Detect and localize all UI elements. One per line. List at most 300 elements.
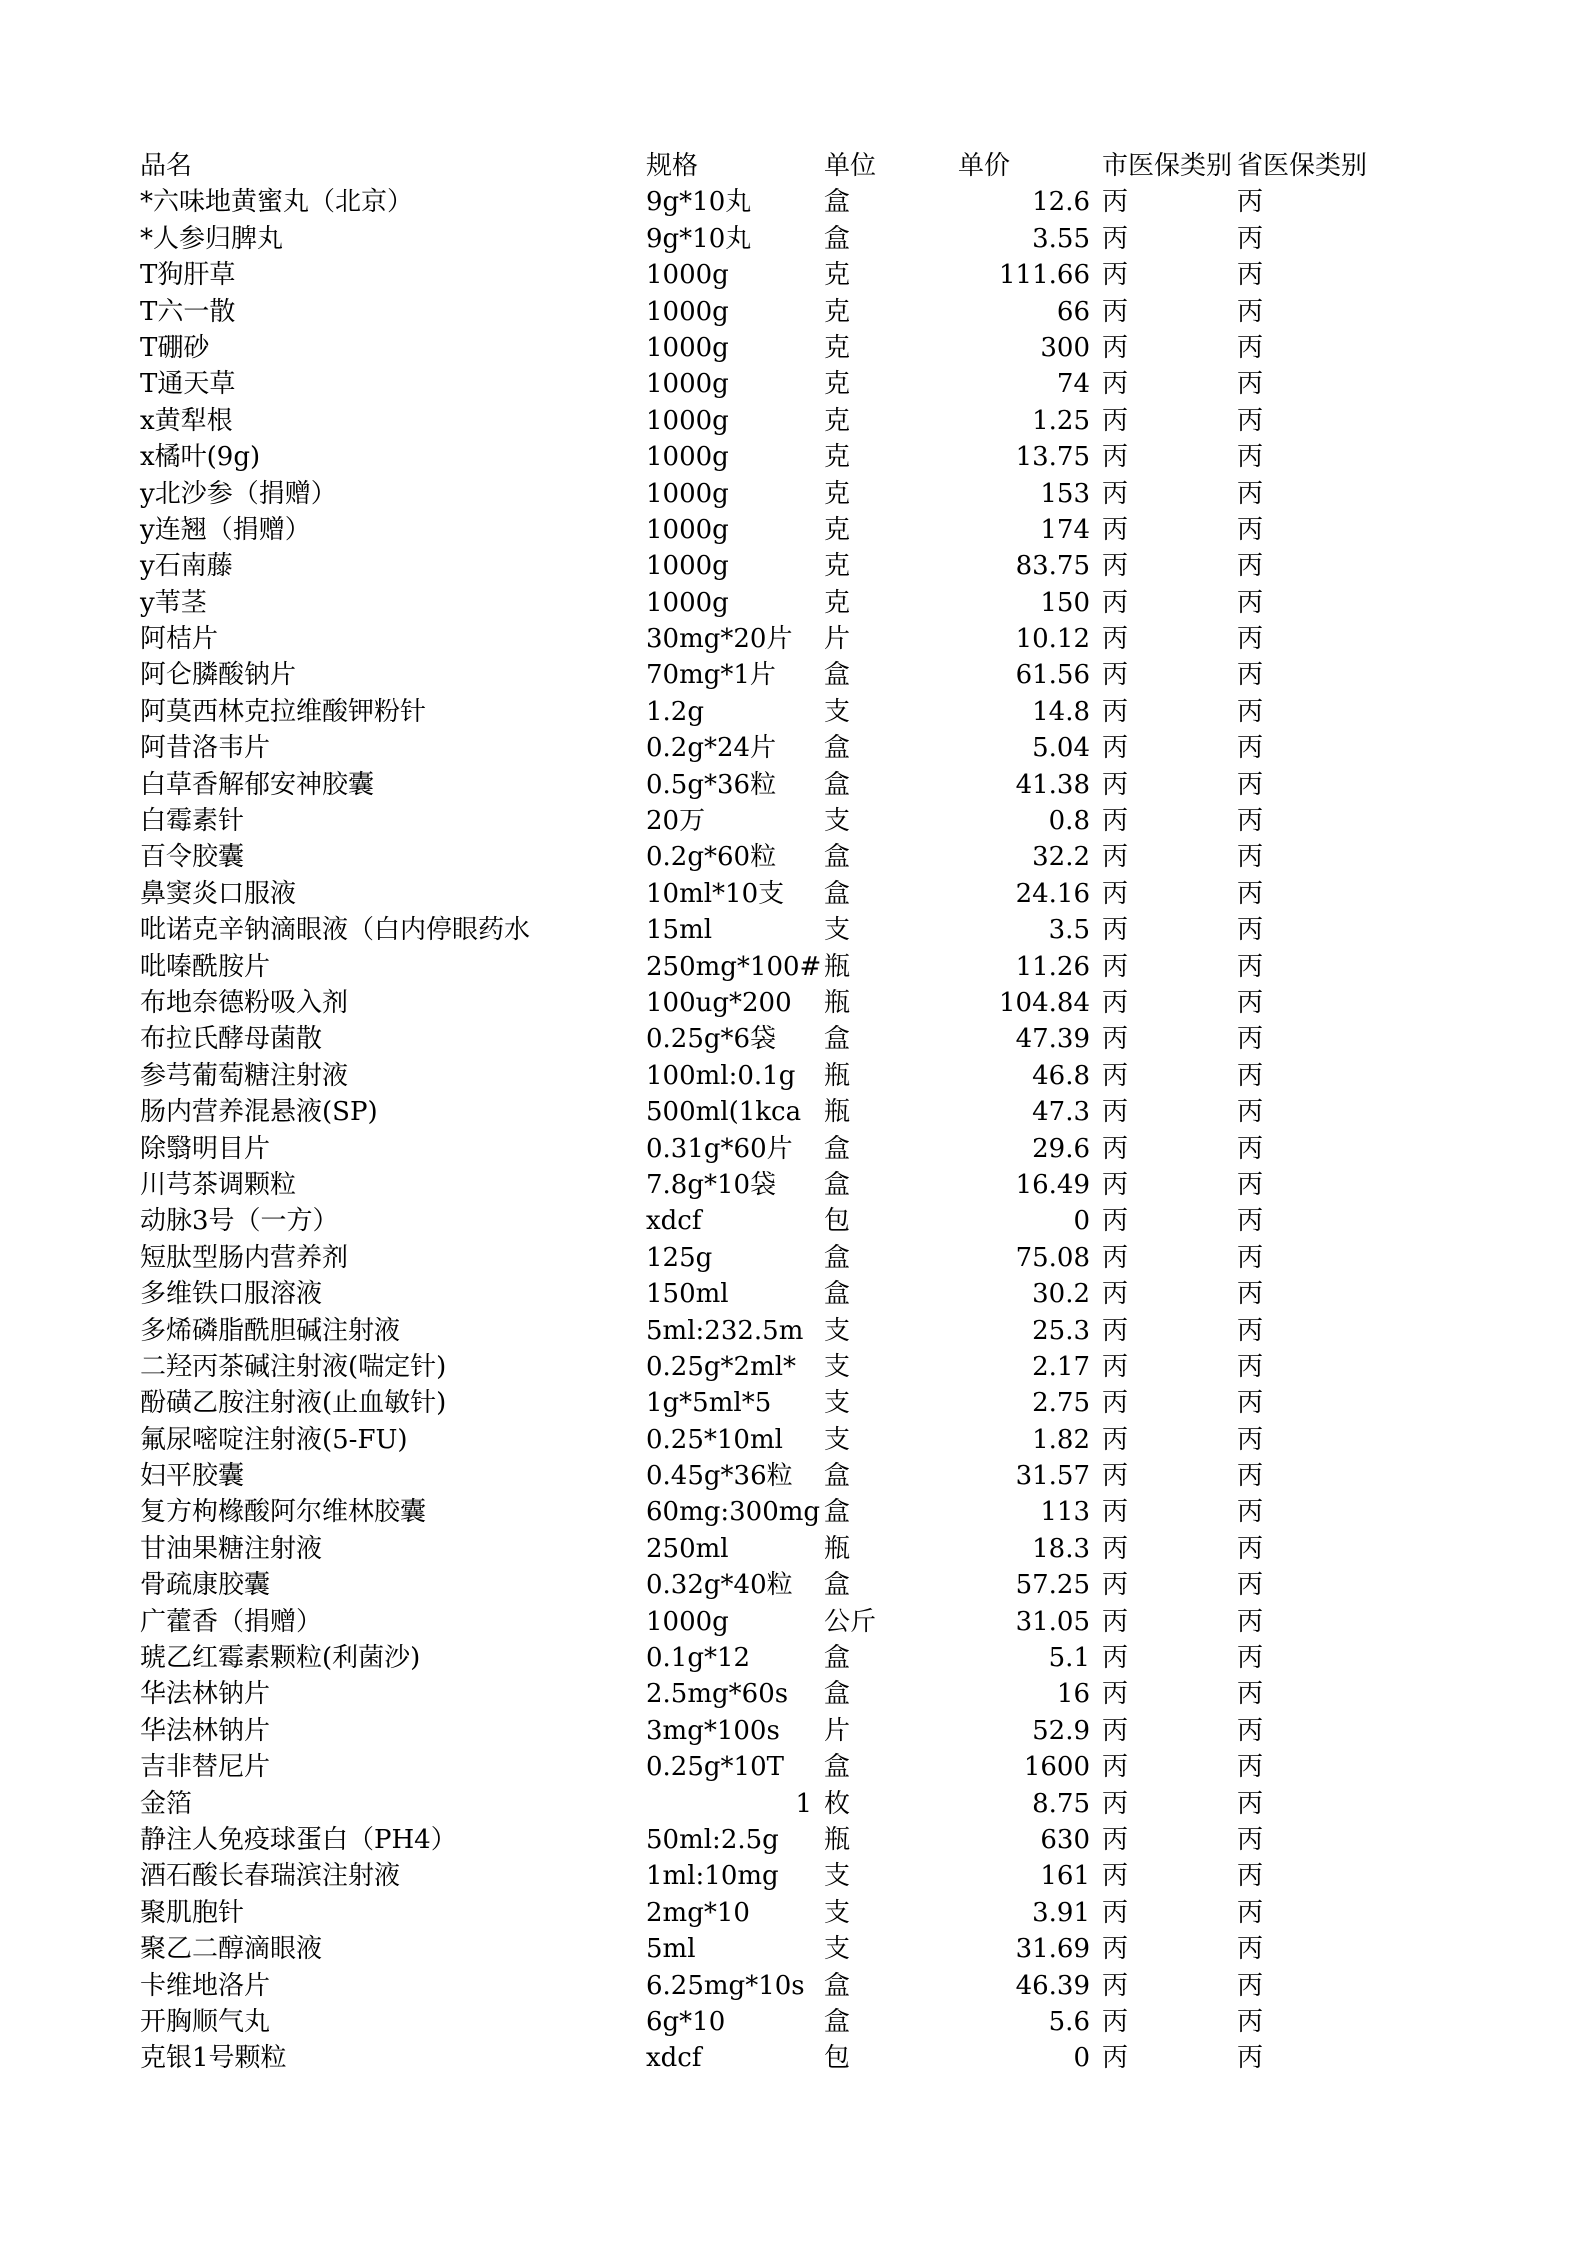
header-name: 品名 — [140, 151, 193, 181]
cell-spec: 9g*10丸 — [646, 187, 752, 218]
cell-unit: 克 — [824, 332, 851, 363]
header-price: 单价 — [958, 151, 1011, 181]
cell-price: 5.04 — [1032, 733, 1090, 764]
table-row — [0, 1822, 1587, 1858]
price-list-sheet — [0, 148, 1587, 2077]
table-row — [0, 1713, 1587, 1749]
cell-name: 白霉素针 — [140, 806, 245, 837]
cell-price: 113 — [1040, 1497, 1090, 1528]
cell-city-insurance: 丙 — [1102, 223, 1129, 254]
table-row — [0, 366, 1587, 402]
table-row — [0, 1240, 1587, 1276]
cell-city-insurance: 丙 — [1102, 478, 1129, 509]
cell-name: y苇茎 — [140, 587, 207, 618]
cell-name: 川芎茶调颗粒 — [140, 1169, 297, 1200]
cell-province-insurance: 丙 — [1237, 332, 1264, 363]
table-row — [0, 876, 1587, 912]
cell-city-insurance: 丙 — [1102, 1679, 1129, 1710]
cell-province-insurance: 丙 — [1237, 1570, 1264, 1601]
table-row — [0, 330, 1587, 366]
cell-price: 104.84 — [999, 987, 1090, 1018]
cell-unit: 支 — [824, 1424, 851, 1455]
cell-unit: 盒 — [824, 660, 851, 691]
cell-name: 吉非替尼片 — [140, 1752, 271, 1783]
cell-name: 华法林钠片 — [140, 1715, 271, 1746]
cell-price: 2.75 — [1032, 1388, 1090, 1419]
cell-name: 吡诺克辛钠滴眼液（白内停眼药水 — [140, 915, 531, 946]
cell-province-insurance: 丙 — [1237, 696, 1264, 727]
cell-unit: 盒 — [824, 1024, 851, 1055]
cell-price: 150 — [1040, 587, 1090, 618]
cell-unit: 克 — [824, 296, 851, 327]
cell-unit: 包 — [824, 1206, 851, 1237]
cell-price: 31.05 — [1015, 1606, 1090, 1637]
cell-name: 阿桔片 — [140, 624, 219, 655]
cell-name: 氟尿嘧啶注射液(5-FU) — [140, 1424, 408, 1455]
cell-name: 甘油果糖注射液 — [140, 1533, 323, 1564]
cell-price: 75.08 — [1015, 1242, 1090, 1273]
cell-city-insurance: 丙 — [1102, 951, 1129, 982]
cell-city-insurance: 丙 — [1102, 587, 1129, 618]
cell-price: 46.39 — [1015, 1970, 1090, 2001]
cell-city-insurance: 丙 — [1102, 551, 1129, 582]
table-row — [0, 1931, 1587, 1967]
cell-price: 29.6 — [1032, 1133, 1090, 1164]
cell-spec: 0.2g*24片 — [646, 733, 777, 764]
cell-unit: 盒 — [824, 223, 851, 254]
cell-province-insurance: 丙 — [1237, 1606, 1264, 1637]
cell-name: 除翳明目片 — [140, 1133, 271, 1164]
table-row — [0, 1676, 1587, 1712]
cell-name: T狗肝草 — [140, 260, 236, 291]
cell-province-insurance: 丙 — [1237, 1133, 1264, 1164]
cell-price: 52.9 — [1032, 1715, 1090, 1746]
table-row — [0, 1385, 1587, 1421]
cell-spec: 1000g — [646, 478, 729, 509]
cell-spec: 100ml:0.1g — [646, 1060, 796, 1091]
cell-name: 布地奈德粉吸入剂 — [140, 987, 349, 1018]
cell-city-insurance: 丙 — [1102, 514, 1129, 545]
cell-name: 肠内营养混悬液(SP) — [140, 1097, 378, 1128]
cell-province-insurance: 丙 — [1237, 1315, 1264, 1346]
cell-spec: 250mg*100# — [646, 951, 822, 982]
cell-price: 1600 — [1023, 1752, 1090, 1783]
cell-province-insurance: 丙 — [1237, 478, 1264, 509]
cell-unit: 克 — [824, 478, 851, 509]
cell-unit: 支 — [824, 1388, 851, 1419]
cell-name: 多烯磷脂酰胆碱注射液 — [140, 1315, 401, 1346]
header-unit: 单位 — [824, 151, 877, 181]
cell-name: 短肽型肠内营养剂 — [140, 1242, 349, 1273]
cell-province-insurance: 丙 — [1237, 769, 1264, 800]
cell-province-insurance: 丙 — [1237, 1351, 1264, 1382]
table-row — [0, 1094, 1587, 1130]
cell-city-insurance: 丙 — [1102, 1206, 1129, 1237]
cell-name: 克银1号颗粒 — [140, 2043, 287, 2074]
cell-city-insurance: 丙 — [1102, 2043, 1129, 2074]
cell-city-insurance: 丙 — [1102, 2006, 1129, 2037]
cell-unit: 盒 — [824, 1279, 851, 1310]
cell-name: x黄犁根 — [140, 405, 233, 436]
cell-spec: 100ug*200 — [646, 987, 792, 1018]
cell-province-insurance: 丙 — [1237, 1533, 1264, 1564]
table-row — [0, 1567, 1587, 1603]
cell-province-insurance: 丙 — [1237, 1024, 1264, 1055]
cell-unit: 盒 — [824, 1461, 851, 1492]
cell-spec: 50ml:2.5g — [646, 1824, 779, 1855]
cell-unit: 盒 — [824, 1242, 851, 1273]
cell-province-insurance: 丙 — [1237, 260, 1264, 291]
cell-price: 25.3 — [1032, 1315, 1090, 1346]
cell-price: 0.8 — [1048, 806, 1090, 837]
table-row — [0, 1131, 1587, 1167]
table-row — [0, 803, 1587, 839]
cell-price: 1.25 — [1032, 405, 1090, 436]
cell-name: 酚磺乙胺注射液(止血敏针) — [140, 1388, 447, 1419]
table-row — [0, 1203, 1587, 1239]
cell-price: 83.75 — [1015, 551, 1090, 582]
cell-name: T通天草 — [140, 369, 236, 400]
cell-name: 多维铁口服溶液 — [140, 1279, 323, 1310]
cell-unit: 盒 — [824, 842, 851, 873]
cell-unit: 盒 — [824, 1970, 851, 2001]
cell-unit: 克 — [824, 551, 851, 582]
cell-name: y石南藤 — [140, 551, 233, 582]
cell-province-insurance: 丙 — [1237, 587, 1264, 618]
cell-unit: 瓶 — [824, 951, 851, 982]
table-row — [0, 949, 1587, 985]
cell-unit: 支 — [824, 806, 851, 837]
table-row — [0, 1021, 1587, 1057]
cell-price: 161 — [1040, 1861, 1090, 1892]
cell-spec: 0.31g*60片 — [646, 1133, 793, 1164]
table-row — [0, 294, 1587, 330]
cell-city-insurance: 丙 — [1102, 733, 1129, 764]
cell-unit: 包 — [824, 2043, 851, 2074]
cell-name: *人参归脾丸 — [140, 223, 284, 254]
cell-city-insurance: 丙 — [1102, 1097, 1129, 1128]
cell-city-insurance: 丙 — [1102, 1279, 1129, 1310]
cell-city-insurance: 丙 — [1102, 1934, 1129, 1965]
table-row — [0, 221, 1587, 257]
cell-spec: 1000g — [646, 442, 729, 473]
cell-price: 30.2 — [1032, 1279, 1090, 1310]
table-row — [0, 2004, 1587, 2040]
cell-city-insurance: 丙 — [1102, 915, 1129, 946]
cell-price: 57.25 — [1015, 1570, 1090, 1601]
cell-spec: 0.5g*36粒 — [646, 769, 777, 800]
cell-name: y连翘（捐赠） — [140, 514, 311, 545]
cell-price: 47.39 — [1015, 1024, 1090, 1055]
cell-city-insurance: 丙 — [1102, 1424, 1129, 1455]
cell-price: 8.75 — [1032, 1788, 1090, 1819]
cell-city-insurance: 丙 — [1102, 1315, 1129, 1346]
cell-city-insurance: 丙 — [1102, 1461, 1129, 1492]
cell-province-insurance: 丙 — [1237, 1970, 1264, 2001]
table-row — [0, 1749, 1587, 1785]
cell-city-insurance: 丙 — [1102, 1060, 1129, 1091]
cell-unit: 盒 — [824, 769, 851, 800]
cell-spec: 5ml — [646, 1934, 696, 1965]
cell-spec: 500ml(1kca — [646, 1097, 802, 1128]
table-row — [0, 1968, 1587, 2004]
cell-unit: 瓶 — [824, 1533, 851, 1564]
cell-city-insurance: 丙 — [1102, 1388, 1129, 1419]
cell-price: 0 — [1073, 1206, 1090, 1237]
cell-spec: 0.25g*6袋 — [646, 1024, 777, 1055]
table-row — [0, 403, 1587, 439]
cell-province-insurance: 丙 — [1237, 1060, 1264, 1091]
cell-province-insurance: 丙 — [1237, 2006, 1264, 2037]
cell-price: 14.8 — [1032, 696, 1090, 727]
cell-province-insurance: 丙 — [1237, 369, 1264, 400]
cell-city-insurance: 丙 — [1102, 696, 1129, 727]
table-row — [0, 985, 1587, 1021]
cell-unit: 盒 — [824, 1570, 851, 1601]
cell-name: T硼砂 — [140, 332, 210, 363]
cell-spec: 60mg:300mg — [646, 1497, 821, 1528]
cell-name: 广藿香（捐赠） — [140, 1606, 323, 1637]
cell-price: 630 — [1040, 1824, 1090, 1855]
cell-name: 酒石酸长春瑞滨注射液 — [140, 1861, 401, 1892]
cell-name: 吡嗪酰胺片 — [140, 951, 271, 982]
cell-spec: 2mg*10 — [646, 1897, 750, 1928]
cell-city-insurance: 丙 — [1102, 660, 1129, 691]
cell-spec: 1000g — [646, 551, 729, 582]
cell-province-insurance: 丙 — [1237, 1679, 1264, 1710]
cell-name: 阿昔洛韦片 — [140, 733, 271, 764]
cell-province-insurance: 丙 — [1237, 296, 1264, 327]
cell-name: 布拉氏酵母菌散 — [140, 1024, 323, 1055]
cell-spec: 10ml*10支 — [646, 878, 785, 909]
cell-province-insurance: 丙 — [1237, 878, 1264, 909]
cell-spec: 0.25*10ml — [646, 1424, 783, 1455]
cell-city-insurance: 丙 — [1102, 1133, 1129, 1164]
table-row — [0, 257, 1587, 293]
cell-name: 华法林钠片 — [140, 1679, 271, 1710]
cell-province-insurance: 丙 — [1237, 223, 1264, 254]
table-row — [0, 1640, 1587, 1676]
cell-price: 10.12 — [1015, 624, 1090, 655]
cell-province-insurance: 丙 — [1237, 1861, 1264, 1892]
cell-unit: 瓶 — [824, 1097, 851, 1128]
table-row — [0, 621, 1587, 657]
cell-spec: 5ml:232.5m — [646, 1315, 804, 1346]
table-row — [0, 585, 1587, 621]
table-row — [0, 1313, 1587, 1349]
cell-spec: 1ml:10mg — [646, 1861, 779, 1892]
cell-name: 开胸顺气丸 — [140, 2006, 271, 2037]
table-row — [0, 548, 1587, 584]
cell-price: 32.2 — [1032, 842, 1090, 873]
cell-name: 动脉3号（一方） — [140, 1206, 339, 1237]
cell-price: 61.56 — [1015, 660, 1090, 691]
cell-unit: 盒 — [824, 187, 851, 218]
cell-price: 47.3 — [1032, 1097, 1090, 1128]
table-row — [0, 694, 1587, 730]
table-row — [0, 1858, 1587, 1894]
cell-unit: 支 — [824, 915, 851, 946]
cell-province-insurance: 丙 — [1237, 842, 1264, 873]
table-row — [0, 1786, 1587, 1822]
cell-unit: 克 — [824, 369, 851, 400]
cell-province-insurance: 丙 — [1237, 1388, 1264, 1419]
cell-province-insurance: 丙 — [1237, 1279, 1264, 1310]
cell-price: 16.49 — [1015, 1169, 1090, 1200]
cell-spec: 20万 — [646, 806, 706, 837]
cell-spec: 7.8g*10袋 — [646, 1169, 777, 1200]
cell-name: x橘叶(9g) — [140, 442, 261, 473]
table-row — [0, 1531, 1587, 1567]
cell-city-insurance: 丙 — [1102, 1897, 1129, 1928]
table-body — [0, 184, 1587, 2076]
table-row — [0, 839, 1587, 875]
cell-name: 阿仑膦酸钠片 — [140, 660, 297, 691]
table-row — [0, 1895, 1587, 1931]
cell-city-insurance: 丙 — [1102, 1788, 1129, 1819]
header-row — [0, 148, 1587, 184]
table-row — [0, 512, 1587, 548]
cell-price: 2.17 — [1032, 1351, 1090, 1382]
cell-province-insurance: 丙 — [1237, 187, 1264, 218]
cell-city-insurance: 丙 — [1102, 442, 1129, 473]
table-row — [0, 184, 1587, 220]
cell-city-insurance: 丙 — [1102, 1861, 1129, 1892]
cell-name: 白草香解郁安神胶囊 — [140, 769, 375, 800]
cell-city-insurance: 丙 — [1102, 806, 1129, 837]
cell-city-insurance: 丙 — [1102, 1242, 1129, 1273]
cell-name: 静注人免疫球蛋白（PH4） — [140, 1824, 457, 1855]
header-spec: 规格 — [646, 151, 699, 181]
cell-city-insurance: 丙 — [1102, 769, 1129, 800]
table-row — [0, 1458, 1587, 1494]
cell-name: 参芎葡萄糖注射液 — [140, 1060, 349, 1091]
cell-price: 18.3 — [1032, 1533, 1090, 1564]
cell-unit: 克 — [824, 405, 851, 436]
cell-province-insurance: 丙 — [1237, 1097, 1264, 1128]
cell-unit: 瓶 — [824, 1060, 851, 1091]
cell-price: 66 — [1056, 296, 1090, 327]
cell-spec: 1000g — [646, 405, 729, 436]
cell-unit: 支 — [824, 1861, 851, 1892]
table-row — [0, 476, 1587, 512]
cell-spec: 2.5mg*60s — [646, 1679, 789, 1710]
cell-province-insurance: 丙 — [1237, 1643, 1264, 1674]
cell-name: 鼻窦炎口服液 — [140, 878, 297, 909]
table-row — [0, 1422, 1587, 1458]
cell-province-insurance: 丙 — [1237, 1169, 1264, 1200]
cell-name: 阿莫西林克拉维酸钾粉针 — [140, 696, 427, 727]
cell-spec: 0.32g*40粒 — [646, 1570, 793, 1601]
cell-name: 妇平胶囊 — [140, 1461, 245, 1492]
cell-name: 百令胶囊 — [140, 842, 245, 873]
table-row — [0, 1494, 1587, 1530]
header-province-insurance: 省医保类别 — [1237, 151, 1368, 181]
cell-city-insurance: 丙 — [1102, 1643, 1129, 1674]
cell-province-insurance: 丙 — [1237, 624, 1264, 655]
cell-spec: xdcf — [646, 1206, 702, 1237]
cell-province-insurance: 丙 — [1237, 1715, 1264, 1746]
cell-spec: 0.1g*12 — [646, 1643, 751, 1674]
cell-province-insurance: 丙 — [1237, 1242, 1264, 1273]
cell-unit: 盒 — [824, 733, 851, 764]
cell-spec: 1000g — [646, 296, 729, 327]
cell-province-insurance: 丙 — [1237, 733, 1264, 764]
cell-unit: 盒 — [824, 1169, 851, 1200]
cell-unit: 支 — [824, 696, 851, 727]
cell-price: 111.66 — [999, 260, 1090, 291]
cell-province-insurance: 丙 — [1237, 1897, 1264, 1928]
cell-province-insurance: 丙 — [1237, 660, 1264, 691]
cell-city-insurance: 丙 — [1102, 1024, 1129, 1055]
cell-spec: 9g*10丸 — [646, 223, 752, 254]
cell-price: 13.75 — [1015, 442, 1090, 473]
cell-city-insurance: 丙 — [1102, 1570, 1129, 1601]
cell-unit: 克 — [824, 442, 851, 473]
cell-price: 1.82 — [1032, 1424, 1090, 1455]
cell-spec: 1000g — [646, 1606, 729, 1637]
cell-city-insurance: 丙 — [1102, 332, 1129, 363]
cell-province-insurance: 丙 — [1237, 442, 1264, 473]
cell-spec: 15ml — [646, 915, 713, 946]
cell-spec: xdcf — [646, 2043, 702, 2074]
cell-province-insurance: 丙 — [1237, 987, 1264, 1018]
cell-name: 复方枸橼酸阿尔维林胶囊 — [140, 1497, 427, 1528]
header-city-insurance: 市医保类别 — [1102, 151, 1233, 181]
cell-city-insurance: 丙 — [1102, 842, 1129, 873]
table-row — [0, 767, 1587, 803]
cell-unit: 克 — [824, 587, 851, 618]
cell-province-insurance: 丙 — [1237, 1824, 1264, 1855]
cell-province-insurance: 丙 — [1237, 405, 1264, 436]
cell-city-insurance: 丙 — [1102, 987, 1129, 1018]
cell-name: 金箔 — [140, 1788, 193, 1819]
cell-province-insurance: 丙 — [1237, 1934, 1264, 1965]
cell-unit: 盒 — [824, 1752, 851, 1783]
cell-unit: 支 — [824, 1897, 851, 1928]
cell-city-insurance: 丙 — [1102, 878, 1129, 909]
table-row — [0, 1349, 1587, 1385]
cell-unit: 支 — [824, 1351, 851, 1382]
cell-price: 3.91 — [1032, 1897, 1090, 1928]
cell-name: 聚乙二醇滴眼液 — [140, 1934, 323, 1965]
cell-spec: 0.25g*10T — [646, 1752, 784, 1783]
cell-spec: 250ml — [646, 1533, 729, 1564]
cell-city-insurance: 丙 — [1102, 1351, 1129, 1382]
cell-city-insurance: 丙 — [1102, 296, 1129, 327]
cell-price: 5.1 — [1048, 1643, 1090, 1674]
cell-unit: 盒 — [824, 1679, 851, 1710]
cell-price: 74 — [1056, 369, 1090, 400]
table-row — [0, 657, 1587, 693]
cell-spec: 6g*10 — [646, 2006, 726, 2037]
cell-spec: 1000g — [646, 514, 729, 545]
cell-name: 琥乙红霉素颗粒(利菌沙) — [140, 1643, 421, 1674]
cell-price: 0 — [1073, 2043, 1090, 2074]
cell-name: T六一散 — [140, 296, 236, 327]
cell-price: 31.57 — [1015, 1461, 1090, 1492]
cell-price: 46.8 — [1032, 1060, 1090, 1091]
cell-unit: 盒 — [824, 1643, 851, 1674]
cell-unit: 盒 — [824, 2006, 851, 2037]
table-row — [0, 2040, 1587, 2076]
cell-price: 300 — [1040, 332, 1090, 363]
cell-unit: 片 — [824, 624, 851, 655]
cell-unit: 公斤 — [824, 1606, 877, 1637]
cell-unit: 盒 — [824, 878, 851, 909]
cell-price: 3.55 — [1032, 223, 1090, 254]
cell-province-insurance: 丙 — [1237, 1206, 1264, 1237]
